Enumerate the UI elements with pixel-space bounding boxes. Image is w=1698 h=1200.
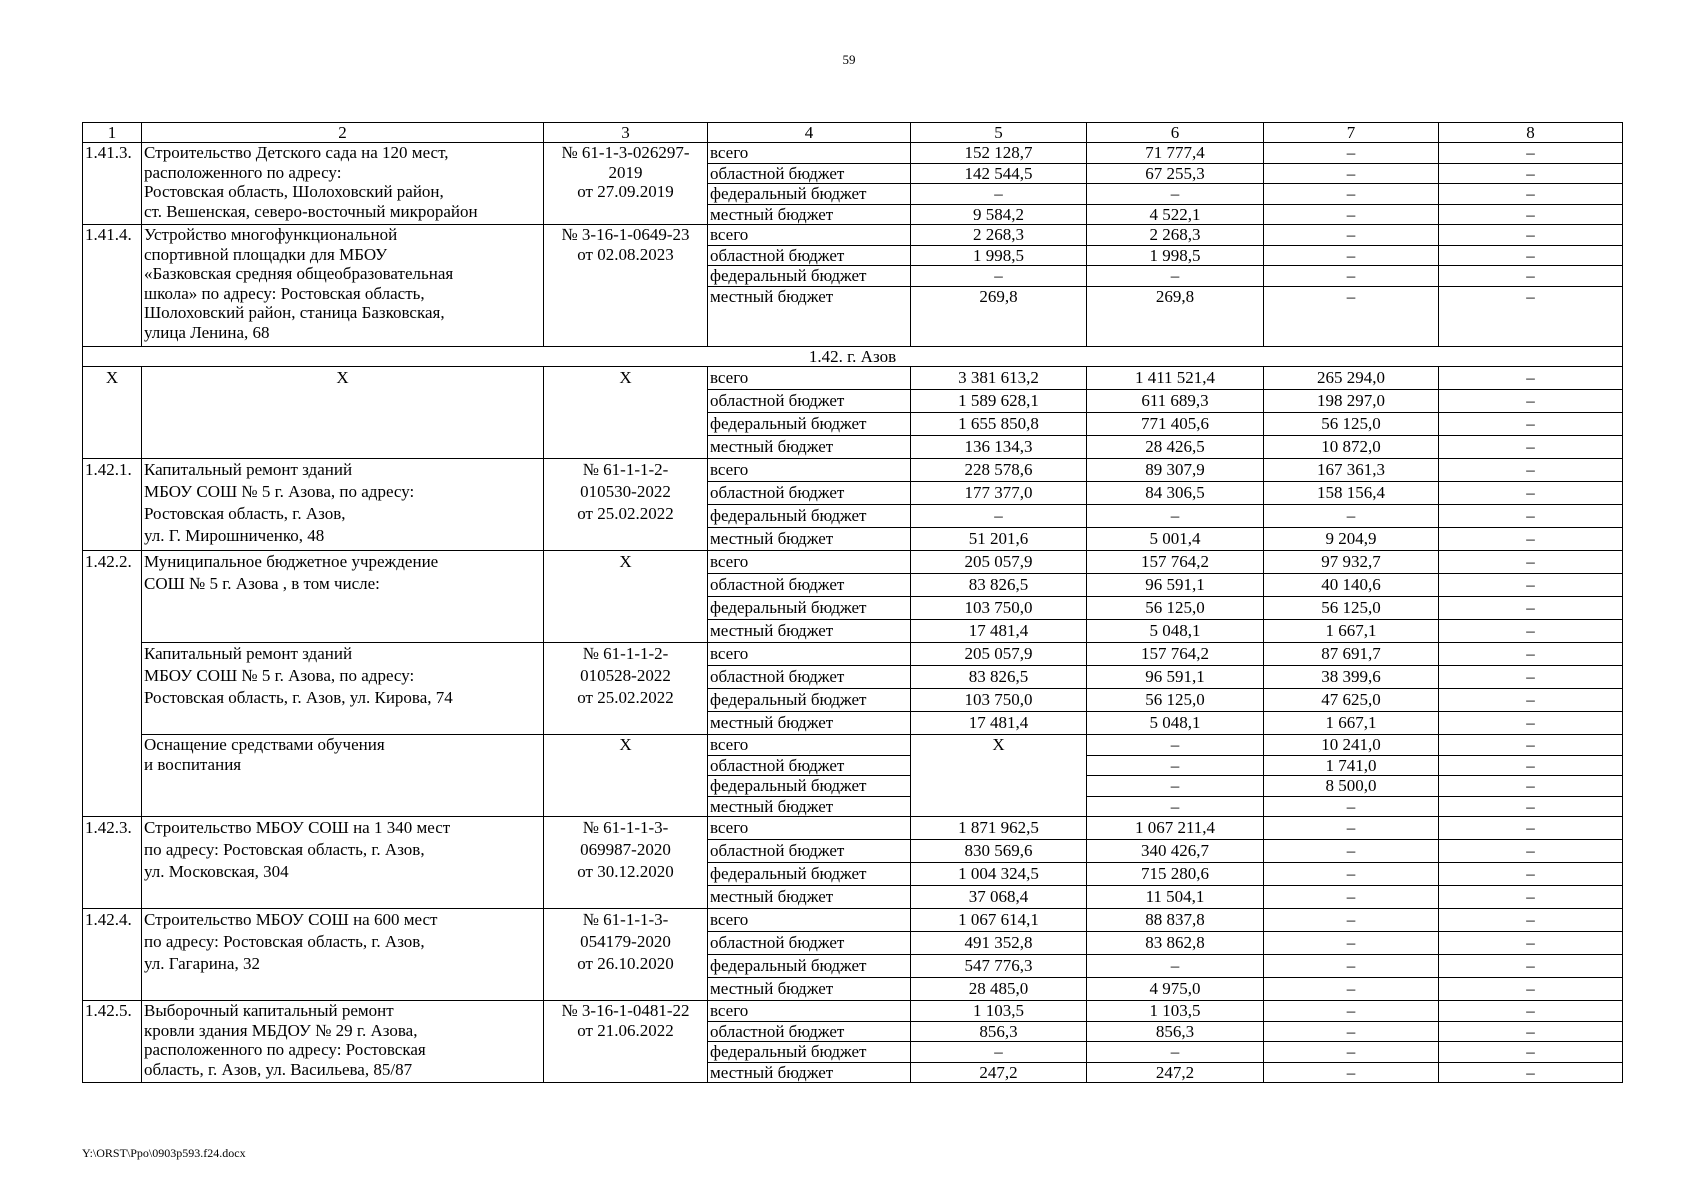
- object-name-line: расположенного по адресу:: [144, 162, 342, 182]
- value-col5: 205 057,9: [911, 551, 1087, 574]
- value-col6: 11 504,1: [1087, 886, 1264, 909]
- value-col7: 87 691,7: [1264, 643, 1439, 666]
- value-col5: 177 377,0: [911, 482, 1087, 505]
- funding-source: федеральный бюджет: [708, 863, 911, 886]
- value-col5: Х: [911, 735, 1087, 817]
- funding-source: областной бюджет: [708, 163, 911, 184]
- funding-source: местный бюджет: [708, 620, 911, 643]
- value-col8: –: [1439, 505, 1623, 528]
- value-col5: 103 750,0: [911, 597, 1087, 620]
- funding-source: всего: [708, 643, 911, 666]
- funding-source: областной бюджет: [708, 755, 911, 776]
- value-col5: 83 826,5: [911, 574, 1087, 597]
- value-col8: –: [1439, 482, 1623, 505]
- value-col8: –: [1439, 978, 1623, 1001]
- value-col8: –: [1439, 436, 1623, 459]
- table-row: [83, 459, 1623, 482]
- value-col8: –: [1439, 643, 1623, 666]
- table-row: [83, 143, 1623, 164]
- value-col5: 830 569,6: [911, 840, 1087, 863]
- object-name-line: МБОУ СОШ № 5 г. Азова, по адресу:: [144, 482, 415, 501]
- value-col7: –: [1264, 225, 1439, 246]
- object-name-line: Ростовская область, г. Азов, ул. Кирова, 74: [144, 688, 453, 707]
- funding-source: областной бюджет: [708, 245, 911, 266]
- footer-file-path: Y:\ORST\Ppo\0903p593.f24.docx: [82, 1146, 246, 1160]
- value-col6: 89 307,9: [1087, 459, 1264, 482]
- value-col7: –: [1264, 796, 1439, 817]
- funding-source: федеральный бюджет: [708, 1042, 911, 1063]
- funding-source: областной бюджет: [708, 840, 911, 863]
- object-name: [142, 817, 544, 909]
- value-col8: –: [1439, 528, 1623, 551]
- value-col5: 136 134,3: [911, 436, 1087, 459]
- object-name: [142, 225, 544, 347]
- value-col6: –: [1087, 955, 1264, 978]
- funding-source: местный бюджет: [708, 204, 911, 225]
- object-name-line: Шолоховский район, станица Базковская,: [144, 303, 445, 322]
- funding-source: местный бюджет: [708, 886, 911, 909]
- value-col8: –: [1439, 143, 1623, 164]
- document-ref: Х: [544, 735, 708, 817]
- value-col7: 56 125,0: [1264, 597, 1439, 620]
- value-col7: 10 241,0: [1264, 735, 1439, 756]
- object-name-line: «Базковская средняя общеобразовательная: [144, 264, 454, 283]
- value-col8: –: [1439, 459, 1623, 482]
- funding-source: местный бюджет: [708, 528, 911, 551]
- value-col7: –: [1264, 955, 1439, 978]
- funding-source: местный бюджет: [708, 1062, 911, 1083]
- funding-source: федеральный бюджет: [708, 776, 911, 797]
- object-name-line: ул. Г. Мирошниченко, 48: [144, 526, 325, 545]
- value-col7: 56 125,0: [1264, 413, 1439, 436]
- value-col6: 2 268,3: [1087, 225, 1264, 246]
- value-col5: 228 578,6: [911, 459, 1087, 482]
- funding-source: областной бюджет: [708, 932, 911, 955]
- funding-source: всего: [708, 225, 911, 246]
- object-name-line: область, г. Азов, ул. Васильева, 85/87: [144, 1059, 413, 1079]
- funding-source: местный бюджет: [708, 712, 911, 735]
- object-name-line: Строительство Детского сада на 120 мест,: [144, 143, 449, 162]
- value-col5: 17 481,4: [911, 620, 1087, 643]
- value-col8: –: [1439, 886, 1623, 909]
- document-ref: [544, 143, 708, 225]
- value-col6: 157 764,2: [1087, 643, 1264, 666]
- value-col6: –: [1087, 1042, 1264, 1063]
- value-col6: 96 591,1: [1087, 666, 1264, 689]
- value-col6: –: [1087, 505, 1264, 528]
- funding-source: всего: [708, 909, 911, 932]
- value-col8: –: [1439, 1042, 1623, 1063]
- object-name-line: Оснащение средствами обучения: [144, 735, 385, 754]
- value-col6: 5 001,4: [1087, 528, 1264, 551]
- header-row: [83, 123, 1623, 143]
- document-ref-line: от 26.10.2020: [577, 954, 674, 973]
- funding-source: федеральный бюджет: [708, 413, 911, 436]
- value-col8: –: [1439, 1062, 1623, 1083]
- column-header: 7: [1264, 123, 1439, 143]
- value-col7: –: [1264, 184, 1439, 205]
- value-col5: 1 998,5: [911, 245, 1087, 266]
- value-col7: 1 741,0: [1264, 755, 1439, 776]
- value-col5: –: [911, 184, 1087, 205]
- value-col8: –: [1439, 620, 1623, 643]
- value-col5: 491 352,8: [911, 932, 1087, 955]
- row-number: 1.41.4.: [83, 225, 142, 347]
- column-header: 8: [1439, 123, 1623, 143]
- funding-source: всего: [708, 551, 911, 574]
- object-name-line: Строительство МБОУ СОШ на 600 мест: [144, 910, 438, 929]
- table-row: [83, 367, 1623, 390]
- value-col5: 83 826,5: [911, 666, 1087, 689]
- value-col8: –: [1439, 551, 1623, 574]
- funding-source: областной бюджет: [708, 666, 911, 689]
- value-col8: –: [1439, 266, 1623, 287]
- value-col8: –: [1439, 712, 1623, 735]
- value-col6: 1 998,5: [1087, 245, 1264, 266]
- value-col6: 1 103,5: [1087, 1001, 1264, 1022]
- value-col7: 10 872,0: [1264, 436, 1439, 459]
- value-col5: 51 201,6: [911, 528, 1087, 551]
- object-name-line: ст. Вешенская, северо-восточный микрорайон: [144, 201, 478, 221]
- object-name-line: Ростовская область, г. Азов,: [144, 504, 346, 523]
- document-ref-line: 069987-2020: [580, 840, 671, 859]
- value-col5: 205 057,9: [911, 643, 1087, 666]
- column-header: 6: [1087, 123, 1264, 143]
- document-ref: Х: [544, 551, 708, 643]
- document-ref-line: 2019: [608, 162, 643, 182]
- funding-source: областной бюджет: [708, 574, 911, 597]
- value-col5: 1 103,5: [911, 1001, 1087, 1022]
- value-col6: 96 591,1: [1087, 574, 1264, 597]
- object-name-line: кровли здания МБДОУ № 29 г. Азова,: [144, 1020, 418, 1040]
- object-name: [142, 909, 544, 1001]
- value-col6: 83 862,8: [1087, 932, 1264, 955]
- value-col7: –: [1264, 817, 1439, 840]
- funding-source: федеральный бюджет: [708, 689, 911, 712]
- value-col7: 1 667,1: [1264, 620, 1439, 643]
- value-col5: –: [911, 1042, 1087, 1063]
- value-col6: –: [1087, 184, 1264, 205]
- value-col7: 198 297,0: [1264, 390, 1439, 413]
- value-col6: 5 048,1: [1087, 712, 1264, 735]
- table-row: [83, 643, 1623, 666]
- document-ref-line: от 21.06.2022: [577, 1020, 674, 1040]
- row-number: 1.42.1.: [83, 459, 142, 551]
- value-col8: –: [1439, 909, 1623, 932]
- object-name-line: Строительство МБОУ СОШ на 1 340 мест: [144, 818, 451, 837]
- object-name-line: Капитальный ремонт зданий: [144, 644, 353, 663]
- document-ref-line: № 61-1-1-3-: [582, 818, 669, 837]
- value-col7: –: [1264, 286, 1439, 346]
- value-col5: 28 485,0: [911, 978, 1087, 1001]
- column-header: 4: [708, 123, 911, 143]
- value-col8: –: [1439, 184, 1623, 205]
- value-col7: 1 667,1: [1264, 712, 1439, 735]
- funding-source: областной бюджет: [708, 1021, 911, 1042]
- value-col5: 103 750,0: [911, 689, 1087, 712]
- value-col7: –: [1264, 1021, 1439, 1042]
- value-col8: –: [1439, 245, 1623, 266]
- table-row: [83, 909, 1623, 932]
- object-name-line: по адресу: Ростовская область, г. Азов,: [144, 840, 425, 859]
- table-row: [83, 735, 1623, 756]
- value-col8: –: [1439, 390, 1623, 413]
- value-col8: –: [1439, 666, 1623, 689]
- funding-source: местный бюджет: [708, 286, 911, 346]
- object-name-line: спортивной площадки для МБОУ: [144, 244, 388, 264]
- object-name-line: СОШ № 5 г. Азова , в том числе:: [144, 574, 380, 593]
- row-number: 1.42.2.: [83, 551, 142, 817]
- funding-source: всего: [708, 1001, 911, 1022]
- value-col6: –: [1087, 735, 1264, 756]
- object-name-line: по адресу: Ростовская область, г. Азов,: [144, 932, 425, 951]
- value-col8: –: [1439, 817, 1623, 840]
- document-ref: [544, 643, 708, 735]
- funding-source: местный бюджет: [708, 978, 911, 1001]
- row-number: 1.42.4.: [83, 909, 142, 1001]
- value-col7: –: [1264, 932, 1439, 955]
- value-col7: 158 156,4: [1264, 482, 1439, 505]
- value-col7: –: [1264, 886, 1439, 909]
- row-number: 1.42.5.: [83, 1001, 142, 1083]
- table-row: [83, 1001, 1623, 1022]
- object-name-line: расположенного по адресу: Ростовская: [144, 1040, 426, 1059]
- value-col8: –: [1439, 776, 1623, 797]
- value-col5: 17 481,4: [911, 712, 1087, 735]
- value-col8: –: [1439, 840, 1623, 863]
- value-col6: 247,2: [1087, 1062, 1264, 1083]
- value-col7: –: [1264, 163, 1439, 184]
- document-ref-line: от 27.09.2019: [577, 182, 674, 201]
- object-name-line: МБОУ СОШ № 5 г. Азова, по адресу:: [144, 666, 415, 685]
- document-ref: [544, 459, 708, 551]
- value-col8: –: [1439, 597, 1623, 620]
- funding-source: федеральный бюджет: [708, 597, 911, 620]
- funding-source: всего: [708, 735, 911, 756]
- funding-source: федеральный бюджет: [708, 266, 911, 287]
- value-col5: 269,8: [911, 286, 1087, 346]
- value-col7: –: [1264, 909, 1439, 932]
- value-col7: –: [1264, 505, 1439, 528]
- value-col5: 1 871 962,5: [911, 817, 1087, 840]
- value-col7: –: [1264, 840, 1439, 863]
- object-name: [142, 143, 544, 225]
- value-col6: 771 405,6: [1087, 413, 1264, 436]
- value-col8: –: [1439, 796, 1623, 817]
- table-row: [83, 551, 1623, 574]
- value-col6: 56 125,0: [1087, 689, 1264, 712]
- value-col5: 37 068,4: [911, 886, 1087, 909]
- value-col7: –: [1264, 978, 1439, 1001]
- object-name: [142, 1001, 544, 1083]
- page-number: 59: [842, 52, 856, 67]
- funding-source: местный бюджет: [708, 796, 911, 817]
- row-number: 1.42.3.: [83, 817, 142, 909]
- row-number: 1.41.3.: [83, 143, 142, 225]
- object-name-line: Капитальный ремонт зданий: [144, 460, 353, 479]
- document-ref-line: от 02.08.2023: [577, 244, 674, 264]
- column-header: 5: [911, 123, 1087, 143]
- document-ref-line: от 25.02.2022: [577, 688, 674, 707]
- value-col5: 2 268,3: [911, 225, 1087, 246]
- value-col8: –: [1439, 755, 1623, 776]
- object-name-line: ул. Гагарина, 32: [144, 954, 260, 973]
- value-col6: 67 255,3: [1087, 163, 1264, 184]
- document-ref: [544, 1001, 708, 1083]
- value-col6: –: [1087, 796, 1264, 817]
- object-name-line: Устройство многофункциональной: [144, 225, 398, 244]
- value-col6: 1 411 521,4: [1087, 367, 1264, 390]
- value-col6: 611 689,3: [1087, 390, 1264, 413]
- budget-table: [82, 122, 1623, 1083]
- value-col7: –: [1264, 143, 1439, 164]
- value-col6: 5 048,1: [1087, 620, 1264, 643]
- document-ref-line: от 30.12.2020: [577, 862, 674, 881]
- value-col7: 265 294,0: [1264, 367, 1439, 390]
- value-col8: –: [1439, 225, 1623, 246]
- object-name: Х: [142, 367, 544, 459]
- value-col6: 56 125,0: [1087, 597, 1264, 620]
- value-col6: –: [1087, 266, 1264, 287]
- document-ref-line: от 25.02.2022: [577, 504, 674, 523]
- value-col5: 3 381 613,2: [911, 367, 1087, 390]
- object-name-line: и воспитания: [144, 754, 242, 774]
- value-col6: 340 426,7: [1087, 840, 1264, 863]
- value-col6: 4 975,0: [1087, 978, 1264, 1001]
- document-ref-line: 054179-2020: [580, 932, 671, 951]
- value-col6: –: [1087, 776, 1264, 797]
- value-col7: –: [1264, 863, 1439, 886]
- value-col6: 88 837,8: [1087, 909, 1264, 932]
- funding-source: федеральный бюджет: [708, 505, 911, 528]
- funding-source: областной бюджет: [708, 482, 911, 505]
- row-number: Х: [83, 367, 142, 459]
- funding-source: всего: [708, 143, 911, 164]
- value-col8: –: [1439, 955, 1623, 978]
- document-ref-line: № 61-1-1-2-: [582, 460, 669, 479]
- value-col6: 715 280,6: [1087, 863, 1264, 886]
- value-col5: 856,3: [911, 1021, 1087, 1042]
- value-col6: 1 067 211,4: [1087, 817, 1264, 840]
- column-header: 3: [544, 123, 708, 143]
- value-col6: 71 777,4: [1087, 143, 1264, 164]
- value-col7: 8 500,0: [1264, 776, 1439, 797]
- value-col8: –: [1439, 574, 1623, 597]
- funding-source: всего: [708, 817, 911, 840]
- value-col8: –: [1439, 286, 1623, 346]
- value-col7: 38 399,6: [1264, 666, 1439, 689]
- document-ref-line: 010528-2022: [580, 666, 671, 685]
- document-ref-line: № 3-16-1-0481-22: [561, 1001, 690, 1020]
- document-ref-line: № 61-1-1-3-: [582, 910, 669, 929]
- value-col6: 28 426,5: [1087, 436, 1264, 459]
- value-col6: 856,3: [1087, 1021, 1264, 1042]
- value-col5: 9 584,2: [911, 204, 1087, 225]
- value-col7: –: [1264, 204, 1439, 225]
- value-col7: –: [1264, 1001, 1439, 1022]
- value-col7: 47 625,0: [1264, 689, 1439, 712]
- value-col8: –: [1439, 689, 1623, 712]
- value-col8: –: [1439, 413, 1623, 436]
- value-col5: 1 655 850,8: [911, 413, 1087, 436]
- value-col8: –: [1439, 1021, 1623, 1042]
- document-ref-line: № 3-16-1-0649-23: [561, 225, 690, 244]
- value-col6: –: [1087, 755, 1264, 776]
- value-col7: –: [1264, 1042, 1439, 1063]
- value-col7: 9 204,9: [1264, 528, 1439, 551]
- value-col7: –: [1264, 1062, 1439, 1083]
- section-title: 1.42. г. Азов: [83, 346, 1623, 367]
- object-name-line: школа» по адресу: Ростовская область,: [144, 283, 425, 303]
- object-name: [142, 735, 544, 817]
- value-col8: –: [1439, 163, 1623, 184]
- value-col7: –: [1264, 245, 1439, 266]
- value-col6: 4 522,1: [1087, 204, 1264, 225]
- value-col7: –: [1264, 266, 1439, 287]
- document-ref: Х: [544, 367, 708, 459]
- document-ref: [544, 817, 708, 909]
- object-name: [142, 459, 544, 551]
- value-col8: –: [1439, 863, 1623, 886]
- document-ref-line: 010530-2022: [580, 482, 671, 501]
- document-ref: [544, 909, 708, 1001]
- value-col8: –: [1439, 204, 1623, 225]
- funding-source: всего: [708, 459, 911, 482]
- value-col5: 247,2: [911, 1062, 1087, 1083]
- column-header: 1: [83, 123, 142, 143]
- object-name-line: ул. Московская, 304: [144, 862, 289, 881]
- document-ref-line: № 61-1-1-2-: [582, 644, 669, 663]
- value-col7: 97 932,7: [1264, 551, 1439, 574]
- funding-source: федеральный бюджет: [708, 955, 911, 978]
- value-col5: 1 004 324,5: [911, 863, 1087, 886]
- value-col5: –: [911, 505, 1087, 528]
- object-name-line: Ростовская область, Шолоховский район,: [144, 182, 444, 201]
- funding-source: местный бюджет: [708, 436, 911, 459]
- object-name: [142, 551, 544, 643]
- value-col8: –: [1439, 735, 1623, 756]
- funding-source: областной бюджет: [708, 390, 911, 413]
- object-name-line: улица Ленина, 68: [144, 322, 270, 342]
- value-col6: 157 764,2: [1087, 551, 1264, 574]
- value-col5: 547 776,3: [911, 955, 1087, 978]
- column-header: 2: [142, 123, 544, 143]
- value-col8: –: [1439, 932, 1623, 955]
- value-col5: 1 067 614,1: [911, 909, 1087, 932]
- value-col7: 167 361,3: [1264, 459, 1439, 482]
- object-name: [142, 643, 544, 735]
- value-col8: –: [1439, 1001, 1623, 1022]
- value-col5: –: [911, 266, 1087, 287]
- value-col5: 152 128,7: [911, 143, 1087, 164]
- value-col5: 142 544,5: [911, 163, 1087, 184]
- document-ref: [544, 225, 708, 347]
- section-row: [83, 346, 1623, 367]
- value-col8: –: [1439, 367, 1623, 390]
- value-col7: 40 140,6: [1264, 574, 1439, 597]
- table-row: [83, 817, 1623, 840]
- funding-source: всего: [708, 367, 911, 390]
- funding-source: федеральный бюджет: [708, 184, 911, 205]
- value-col5: 1 589 628,1: [911, 390, 1087, 413]
- object-name-line: Муниципальное бюджетное учреждение: [144, 552, 439, 571]
- object-name-line: Выборочный капитальный ремонт: [144, 1001, 394, 1020]
- value-col6: 269,8: [1087, 286, 1264, 346]
- value-col6: 84 306,5: [1087, 482, 1264, 505]
- table-row: [83, 225, 1623, 246]
- document-ref-line: № 61-1-3-026297-: [561, 143, 690, 162]
